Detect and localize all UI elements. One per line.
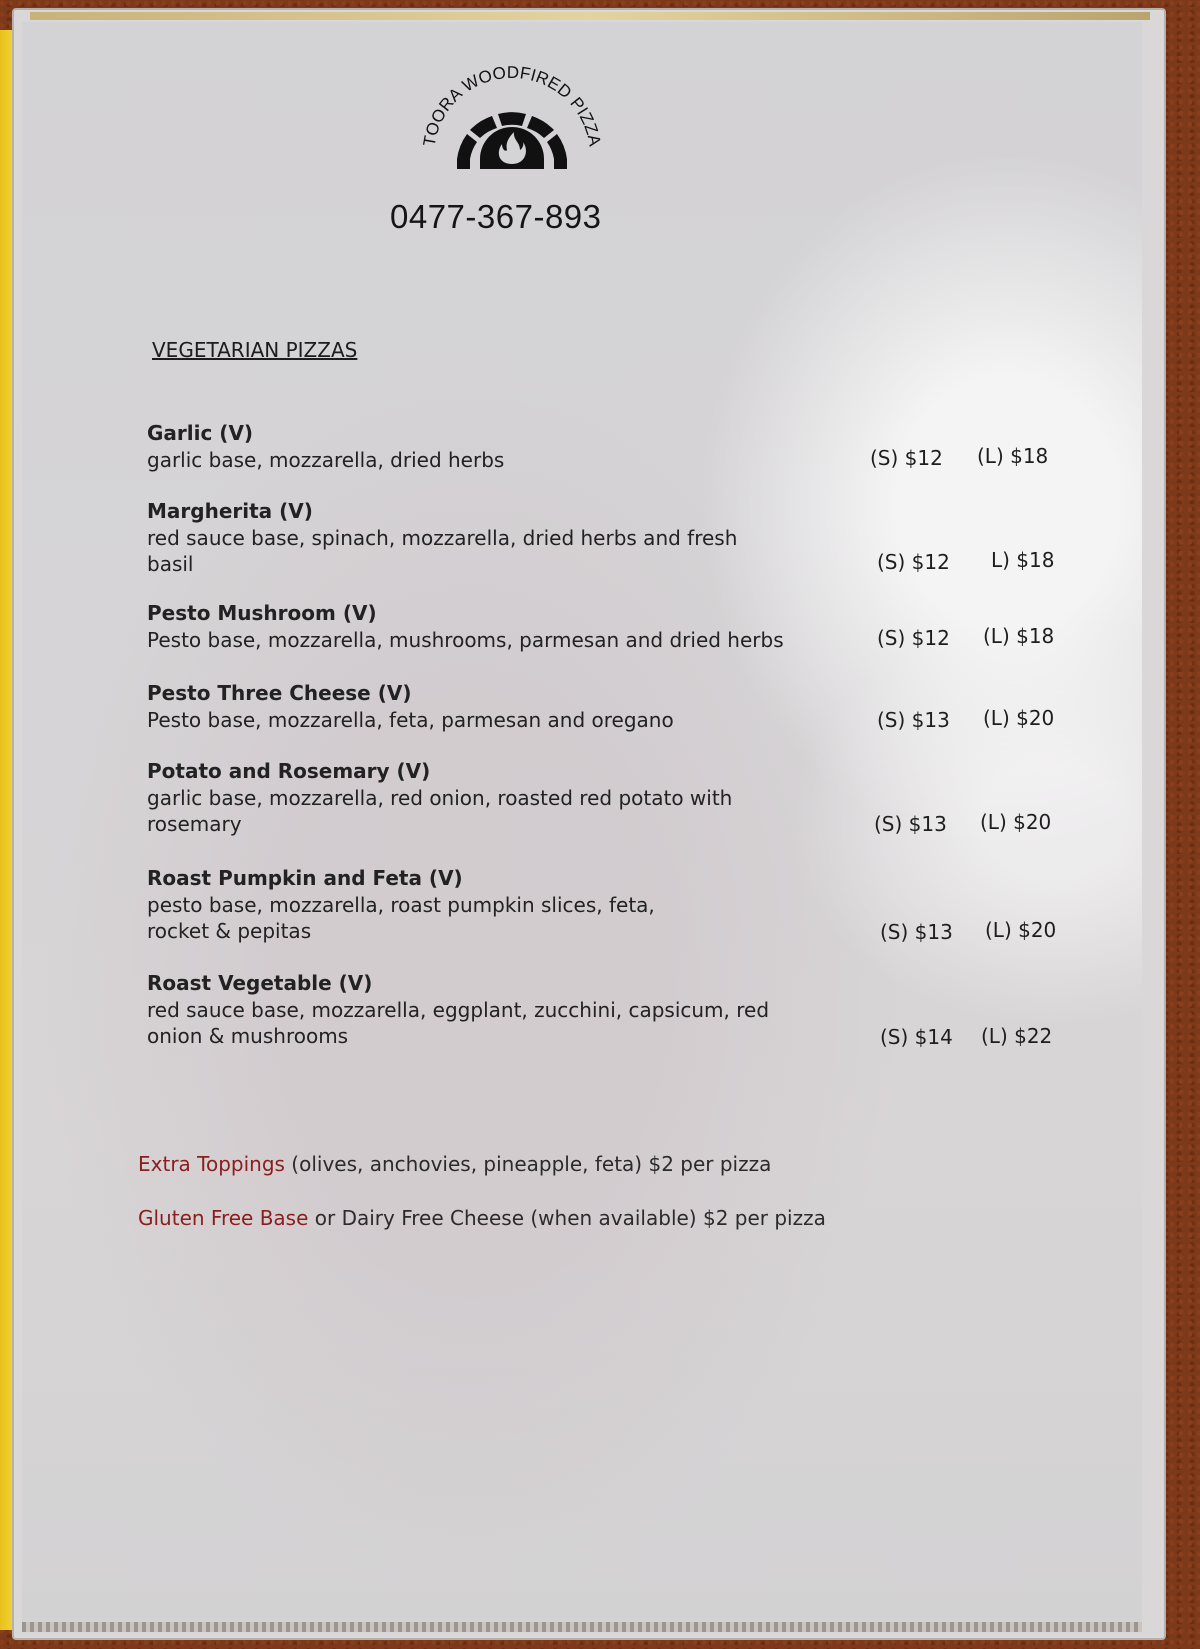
price-large: (L) $20 — [980, 810, 1052, 834]
menu-page — [22, 22, 1142, 1622]
extra-detail: or Dairy Free Cheese (when available) $2 per pizza — [308, 1206, 826, 1230]
menu-item-name: Pesto Three Cheese (V) — [147, 681, 412, 705]
menu-item — [147, 680, 1067, 733]
price-small: (S) $12 — [877, 550, 950, 574]
logo-text: TOORA WOODFIRED PIZZA — [419, 64, 605, 148]
menu-item — [147, 758, 1067, 837]
menu-item-name: Pesto Mushroom (V) — [147, 601, 377, 625]
restaurant-logo — [412, 64, 612, 184]
price-small: (S) $13 — [874, 812, 947, 836]
menu-item — [147, 970, 1067, 1049]
sleeve-top-edge — [30, 12, 1150, 20]
price-small: (S) $12 — [870, 446, 943, 470]
menu-item-name: Roast Pumpkin and Feta (V) — [147, 866, 463, 890]
price-small: (S) $12 — [877, 626, 950, 650]
phone-number: 0477-367-893 — [390, 198, 602, 235]
menu-item — [147, 600, 1067, 653]
menu-item-desc: Pesto base, mozzarella, feta, parmesan and oregano — [147, 708, 674, 732]
menu-item — [147, 420, 1067, 473]
extra-toppings-note — [138, 1152, 771, 1176]
menu-item-name: Garlic (V) — [147, 421, 254, 445]
price-small: (S) $14 — [880, 1025, 953, 1049]
extra-highlight: Gluten Free Base — [138, 1206, 309, 1230]
section-title: VEGETARIAN PIZZAS — [152, 338, 358, 362]
menu-item-desc: garlic base, mozzarella, red onion, roasted red potato with rosemary — [147, 786, 733, 836]
price-large: (L) $20 — [983, 706, 1055, 730]
extra-highlight: Extra Toppings — [138, 1152, 285, 1176]
menu-item-desc: pesto base, mozzarella, roast pumpkin slices, feta, rocket & pepitas — [147, 893, 655, 943]
price-large: (L) $18 — [977, 444, 1049, 468]
sleeve-bottom-edge — [22, 1622, 1142, 1632]
menu-item — [147, 498, 1067, 577]
price-large: (L) $20 — [985, 918, 1057, 942]
price-large: L) $18 — [991, 548, 1055, 572]
extra-detail: (olives, anchovies, pineapple, feta) $2 per pizza — [284, 1152, 772, 1176]
price-small: (S) $13 — [880, 920, 953, 944]
menu-item-name: Potato and Rosemary (V) — [147, 759, 431, 783]
menu-item-name: Roast Vegetable (V) — [147, 971, 373, 995]
price-small: (S) $13 — [877, 708, 950, 732]
menu-item-desc: red sauce base, mozzarella, eggplant, zucchini, capsicum, red onion & mushrooms — [147, 998, 770, 1048]
gluten-free-note — [138, 1206, 826, 1230]
menu-item-name: Margherita (V) — [147, 499, 313, 523]
price-large: (L) $22 — [981, 1024, 1053, 1048]
menu-item-desc: Pesto base, mozzarella, mushrooms, parmesan and dried herbs — [147, 628, 784, 652]
oven-flame-icon — [412, 64, 612, 184]
price-large: (L) $18 — [983, 624, 1055, 648]
menu-item-desc: red sauce base, spinach, mozzarella, dried herbs and fresh basil — [147, 526, 738, 576]
menu-item-desc: garlic base, mozzarella, dried herbs — [147, 448, 505, 472]
menu-item — [147, 865, 1067, 944]
